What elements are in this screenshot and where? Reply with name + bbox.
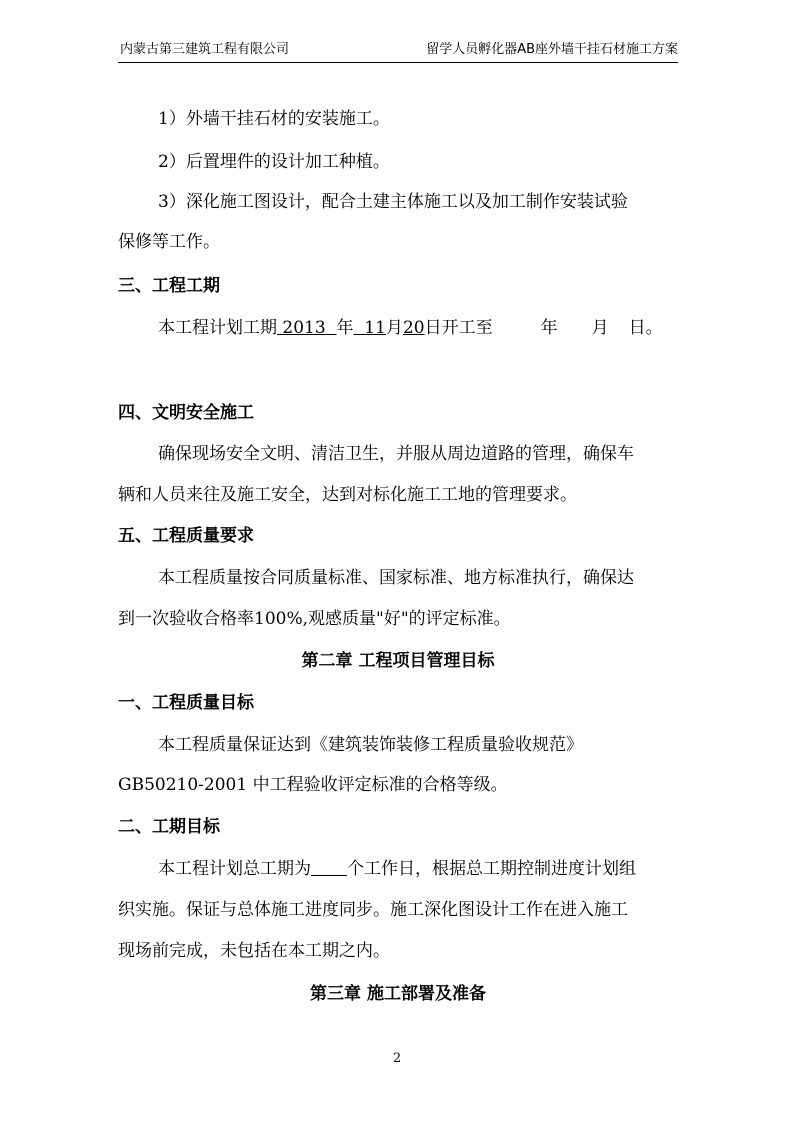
blank-days-field <box>311 859 347 876</box>
end-day-unit: 日。 <box>628 318 663 338</box>
month-unit: 月 <box>385 318 403 338</box>
list-item-3: 3）深化施工图设计，配合土建主体施工以及加工制作安装试验 <box>158 192 628 212</box>
page-number: 2 <box>392 1051 402 1066</box>
chapter-2-title: 第二章 工程项目管理目标 <box>301 651 495 671</box>
quality-req-line-2: 到一次验收合格率100%,观感质量"好"的评定标准。 <box>118 609 511 629</box>
schedule-goal-line-2: 织实施。保证与总体施工进度同步。施工深化图设计工作在进入施工 <box>118 900 628 920</box>
end-year-unit: 年 <box>540 318 558 338</box>
safety-line-1: 确保现场安全文明、清洁卫生，并服从周边道路的管理，确保车 <box>158 444 634 464</box>
quality-req-line-1: 本工程质量按合同质量标准、国家标准、地方标准执行，确保达 <box>158 568 634 588</box>
list-item-3-cont: 保修等工作。 <box>118 232 220 252</box>
header-company: 内蒙古第三建筑工程有限公司 <box>120 42 290 57</box>
schedule-text <box>158 316 678 340</box>
quality-goal-line-2: GB50210-2001 中工程验收评定标准的合格等级。 <box>118 775 508 795</box>
chapter-3-title: 第三章 施工部署及准备 <box>310 984 486 1004</box>
day-suffix: 日开工至 <box>424 318 493 338</box>
quality-goal-line-1: 本工程质量保证达到《建筑装饰装修工程质量验收规范》 <box>158 735 583 755</box>
section-heading-schedule-goal: 二、工期目标 <box>118 817 220 837</box>
schedule-prefix: 本工程计划工期 <box>158 318 277 338</box>
section-heading-quality-goal: 一、工程质量目标 <box>118 693 254 713</box>
start-year: 2013 <box>282 318 326 338</box>
year-unit: 年 <box>336 318 354 338</box>
end-month-unit: 月 <box>591 318 609 338</box>
start-day: 20 <box>402 318 425 338</box>
schedule-goal-line-3: 现场前完成，未包括在本工期之内。 <box>118 941 390 961</box>
list-item-2: 2）后置埋件的设计加工种植。 <box>158 152 390 172</box>
start-month: 11 <box>364 318 386 338</box>
section-heading-safety: 四、文明安全施工 <box>118 403 254 423</box>
header-document-title: 留学人员孵化器AB座外墙干挂石材施工方案 <box>426 42 678 57</box>
schedule-goal-line-1: 本工程计划总工期为 个工作日，根据总工期控制进度计划组 <box>158 859 636 879</box>
safety-line-2: 辆和人员来往及施工安全，达到对标化施工工地的管理要求。 <box>118 485 577 505</box>
section-heading-schedule: 三、工程工期 <box>118 276 220 296</box>
page-header <box>118 40 678 60</box>
section-heading-quality-req: 五、工程质量要求 <box>118 526 254 546</box>
list-item-1: 1）外墙干挂石材的安装施工。 <box>158 109 390 129</box>
header-divider <box>118 62 678 63</box>
